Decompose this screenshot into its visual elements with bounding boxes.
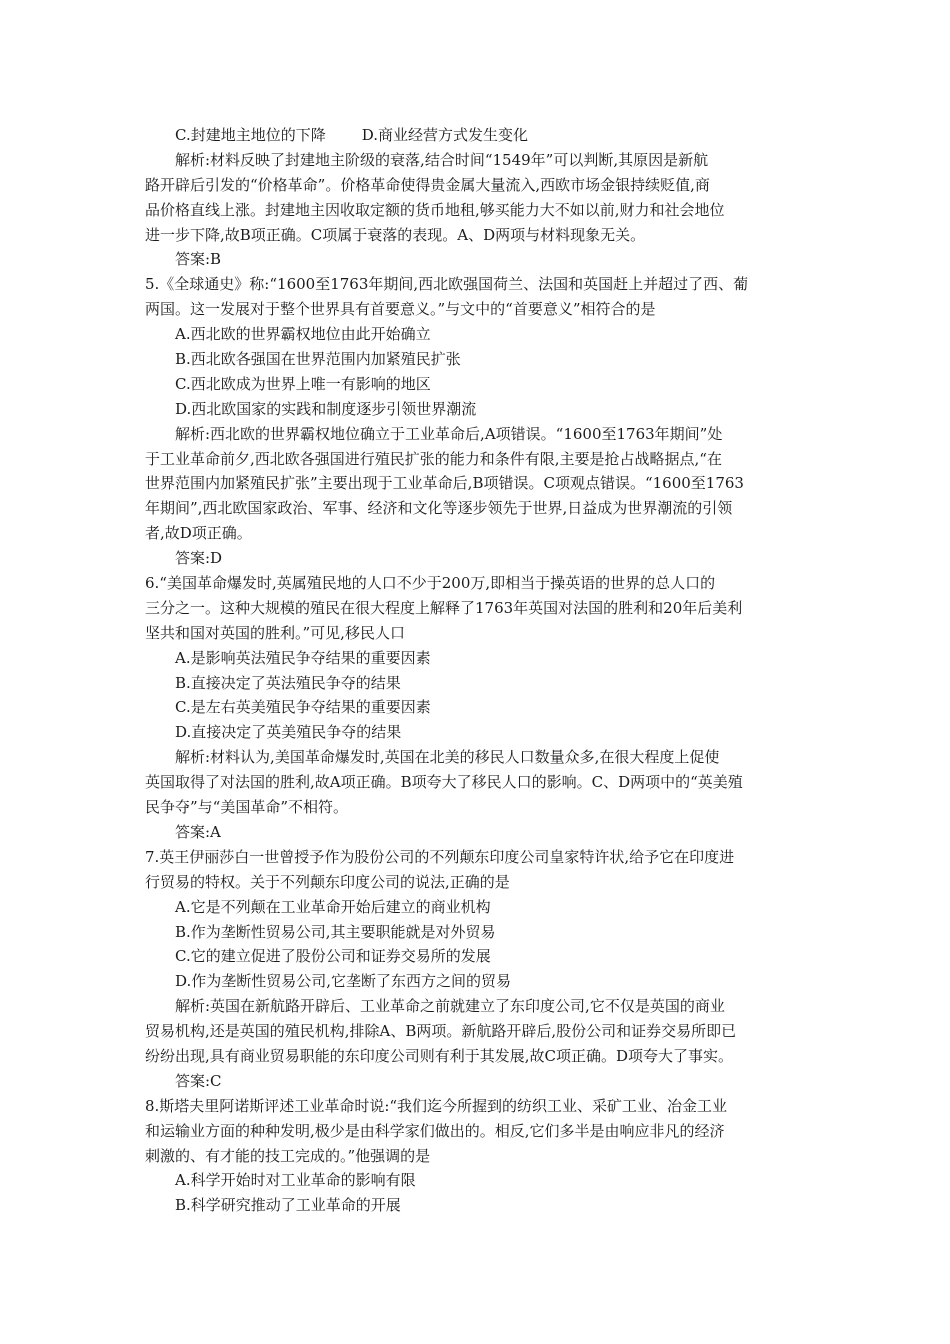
question-8	[145, 1094, 813, 1218]
stem-line: 8.斯塔夫里阿诺斯评述工业革命时说:“我们迄今所握到的纺织工业、采矿工业、冶金工业	[145, 1096, 728, 1115]
question-6-answer: 答案:A	[175, 822, 221, 841]
question-6-analysis	[145, 745, 813, 820]
option-a: A.它是不列颠在工业革命开始后建立的商业机构	[175, 897, 491, 916]
option-a: A.是影响英法殖民争夺结果的重要因素	[175, 648, 431, 667]
analysis-line: 路开辟后引发的“价格革命”。价格革命使得贵金属大量流入,西欧市场金银持续贬值,商	[145, 175, 710, 194]
analysis-line: 英国取得了对法国的胜利,故A项正确。B项夸大了移民人口的影响。C、D两项中的“英美殖	[145, 773, 743, 792]
option-c: C.是左右英美殖民争夺结果的重要因素	[175, 698, 431, 717]
option-b: B.西北欧各强国在世界范围内加紧殖民扩张	[175, 350, 461, 369]
stem-line: 7.英王伊丽莎白一世曾授予作为股份公司的不列颠东印度公司皇家特许状,给予它在印度进	[145, 847, 735, 866]
stem-line: 和运输业方面的种种发明,极少是由科学家们做出的。相反,它们多半是由响应非凡的经济	[145, 1121, 725, 1140]
option-b: B.直接决定了英法殖民争夺的结果	[175, 673, 401, 692]
analysis-line: 贸易机构,还是英国的殖民机构,排除A、B两项。新航路开辟后,股份公司和证券交易所即已	[145, 1022, 737, 1041]
option-a: A.科学开始时对工业革命的影响有限	[175, 1171, 416, 1190]
question-5-analysis	[145, 422, 813, 546]
stem-line: 行贸易的特权。关于不列颠东印度公司的说法,正确的是	[145, 872, 510, 891]
stem-line: 5.《全球通史》称:“1600至1763年期间,西北欧强国荷兰、法国和英国赶上并超过了西、葡	[145, 275, 749, 294]
analysis-line: 纷纷出现,具有商业贸易职能的东印度公司则有利于其发展,故C项正确。D项夸大了事实。	[145, 1046, 734, 1065]
question-8-stem	[145, 1094, 813, 1169]
option-d: D.西北欧国家的实践和制度逐步引领世界潮流	[175, 399, 477, 418]
question-5-stem	[145, 272, 813, 322]
analysis-line: 民争夺”与“美国革命”不相符。	[145, 798, 349, 817]
analysis-line: 于工业革命前夕,西北欧各强国进行殖民扩张的能力和条件有限,主要是抢占战略据点,“在	[145, 449, 722, 468]
question-5-answer: 答案:D	[175, 549, 223, 568]
document-content	[145, 123, 813, 1218]
option-d: D.商业经营方式发生变化	[361, 126, 528, 144]
stem-line: 6.“美国革命爆发时,英属殖民地的人口不少于200万,即相当于操英语的世界的总人口的	[145, 574, 716, 593]
option-b: B.科学研究推动了工业革命的开展	[175, 1196, 401, 1215]
analysis-line: 解析:西北欧的世界霸权地位确立于工业革命后,A项错误。“1600至1763年期间”处	[175, 424, 723, 443]
analysis-line: 品价格直线上涨。封建地主因收取定额的货币地租,够买能力大不如以前,财力和社会地位	[145, 200, 725, 219]
question-5	[145, 272, 813, 571]
question-6-stem	[145, 571, 813, 646]
option-d: D.作为垄断性贸易公司,它垄断了东西方之间的贸易	[175, 972, 512, 991]
option-a: A.西北欧的世界霸权地位由此开始确立	[175, 325, 431, 344]
analysis-line: 进一步下降,故B项正确。C项属于衰落的表现。A、D两项与材料现象无关。	[145, 225, 646, 244]
question-4-answer: 答案:B	[175, 250, 222, 269]
stem-line: 两国。这一发展对于整个世界具有首要意义。”与文中的“首要意义”相符合的是	[145, 300, 656, 319]
question-7	[145, 845, 813, 1094]
question-7-stem	[145, 845, 813, 895]
option-c: C.西北欧成为世界上唯一有影响的地区	[175, 374, 431, 393]
question-7-analysis	[145, 994, 813, 1069]
analysis-line: 年期间”,西北欧国家政治、军事、经济和文化等逐步领先于世界,日益成为世界潮流的引领	[145, 499, 733, 518]
question-7-answer: 答案:C	[175, 1071, 222, 1090]
analysis-line: 解析:材料认为,美国革命爆发时,英国在北美的移民人口数量众多,在很大程度上促使	[175, 748, 720, 767]
stem-line: 坚共和国对英国的胜利。”可见,移民人口	[145, 623, 405, 642]
question-4-analysis	[145, 148, 813, 248]
analysis-line: 解析:英国在新航路开辟后、工业革命之前就建立了东印度公司,它不仅是英国的商业	[175, 997, 725, 1016]
question-4-tail	[145, 123, 813, 272]
question-6	[145, 571, 813, 845]
analysis-line: 者,故D项正确。	[145, 524, 252, 543]
option-c: C.封建地主地位的下降	[175, 126, 326, 144]
analysis-line: 世界范围内加紧殖民扩张”主要出现于工业革命后,B项错误。C项观点错误。“1600至1763	[145, 474, 744, 493]
analysis-line: 解析:材料反映了封建地主阶级的衰落,结合时间“1549年”可以判断,其原因是新航	[175, 150, 709, 169]
option-b: B.作为垄断性贸易公司,其主要职能就是对外贸易	[175, 922, 496, 941]
option-d: D.直接决定了英美殖民争夺的结果	[175, 723, 402, 742]
question-4-options-row	[145, 123, 813, 148]
stem-line: 三分之一。这种大规模的殖民在很大程度上解释了1763年英国对法国的胜利和20年后美利	[145, 598, 743, 617]
stem-line: 刺激的、有才能的技工完成的。”他强调的是	[145, 1146, 431, 1165]
option-c: C.它的建立促进了股份公司和证券交易所的发展	[175, 947, 491, 966]
